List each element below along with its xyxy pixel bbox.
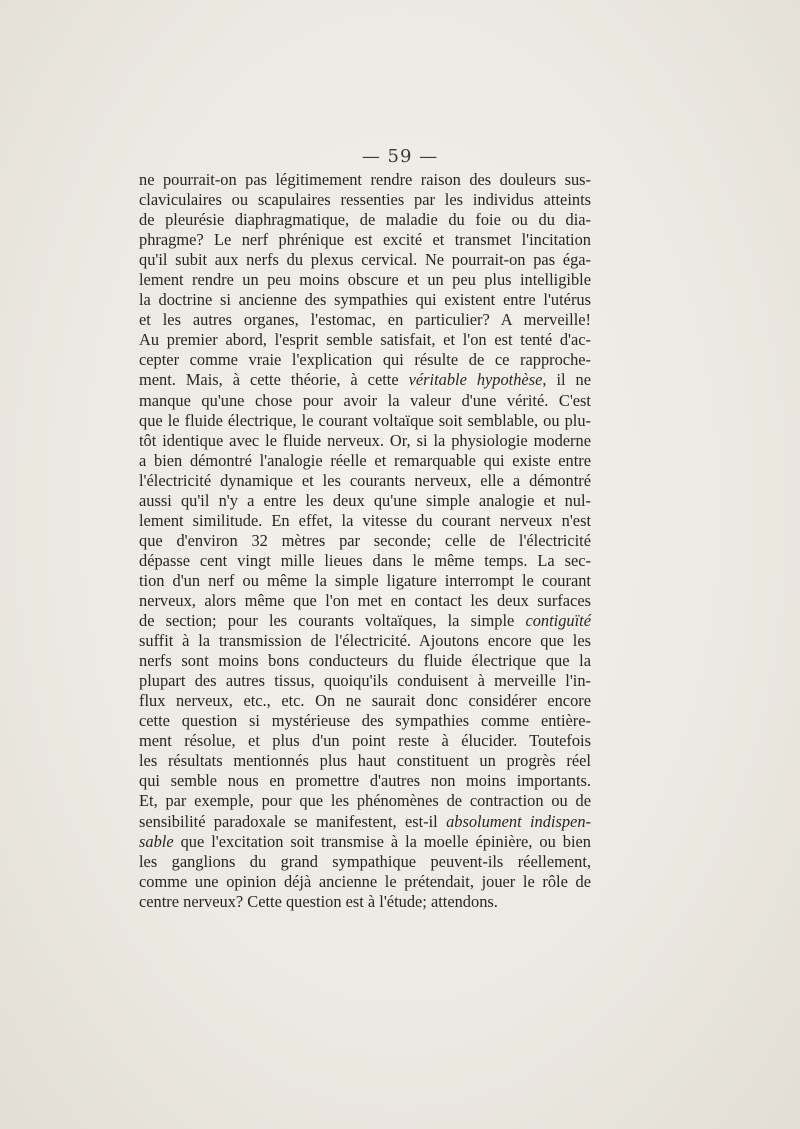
text-line	[139, 230, 591, 250]
text-line	[139, 431, 591, 451]
italic-text: sable	[139, 831, 174, 851]
text-line	[139, 771, 591, 791]
text-segment: qui semble nous en promettre d'autres non moins importants.	[139, 771, 591, 791]
text-line	[139, 571, 591, 591]
text-segment: les ganglions du grand sympathique peuvent-ils réellement,	[139, 851, 591, 871]
text-line	[139, 651, 591, 671]
text-line	[139, 330, 591, 350]
text-segment: lement rendre un peu moins obscure et un peu plus intelligible	[139, 270, 591, 290]
text-line	[139, 531, 591, 551]
text-segment: et les autres organes, l'estomac, en particulier? A merveille!	[139, 310, 591, 330]
text-line	[139, 591, 591, 611]
text-line	[139, 671, 591, 691]
text-line	[139, 250, 591, 270]
text-line	[139, 711, 591, 731]
text-segment: les résultats mentionnés plus haut constituent un progrès réel	[139, 751, 591, 771]
text-segment: claviculaires ou scapulaires ressenties par les individus atteints	[139, 190, 591, 210]
text-line	[139, 391, 591, 411]
text-line	[139, 751, 591, 771]
text-line	[139, 511, 591, 531]
text-segment: que d'environ 32 mètres par seconde; celle de l'électricité	[139, 530, 591, 550]
text-line	[139, 691, 591, 711]
text-segment: sensibilité paradoxale se manifestent, est-il	[139, 811, 447, 831]
text-segment: lement similitude. En effet, la vitesse du courant nerveux n'est	[139, 510, 591, 530]
text-line	[139, 170, 591, 190]
text-line	[139, 210, 591, 230]
text-segment: de pleurésie diaphragmatique, de maladie du foie ou du dia-	[139, 210, 591, 230]
text-segment: ment. Mais, à cette théorie, à cette	[139, 370, 409, 390]
text-segment: comme une opinion déjà ancienne le prétendait, jouer le rôle de	[139, 871, 591, 891]
text-segment: tôt identique avec le fluide nerveux. Or, si la physiologie moderne	[139, 430, 591, 450]
text-segment: qu'il subit aux nerfs du plexus cervical. Ne pourrait-on pas éga-	[139, 250, 591, 270]
text-segment: , il ne	[542, 370, 591, 390]
text-segment: manque qu'une chose pour avoir la valeur d'une vérité. C'est	[139, 390, 591, 410]
text-line	[139, 852, 591, 872]
text-segment: que le fluide électrique, le courant voltaïque soit semblable, ou plu-	[139, 410, 591, 430]
text-line	[139, 370, 591, 390]
body-paragraph	[139, 170, 591, 912]
text-segment: cette question si mystérieuse des sympathies comme entière-	[139, 711, 591, 731]
text-segment: ne pourrait-on pas légitimement rendre raison des douleurs sus-	[139, 170, 591, 189]
text-line	[139, 731, 591, 751]
text-line	[139, 872, 591, 892]
text-line	[139, 491, 591, 511]
text-segment: a bien démontré l'analogie réelle et remarquable qui existe entre	[139, 450, 591, 470]
text-segment: de section; pour les courants voltaïques, la simple	[139, 611, 526, 631]
text-line	[139, 791, 591, 811]
text-line	[139, 631, 591, 651]
italic-text: contiguïté	[525, 611, 591, 631]
text-line	[139, 411, 591, 431]
text-segment: tion d'un nerf ou même la simple ligature interrompt le courant	[139, 570, 591, 590]
text-line	[139, 892, 591, 912]
text-segment: ment résolue, et plus d'un point reste à élucider. Toutefois	[139, 731, 591, 751]
text-segment: nerveux, alors même que l'on met en contact les deux surfaces	[139, 590, 591, 610]
text-line	[139, 270, 591, 290]
text-segment: flux nerveux, etc., etc. On ne saurait donc considérer encore	[139, 691, 591, 711]
text-line	[139, 812, 591, 832]
text-segment: nerfs sont moins bons conducteurs du fluide électrique que la	[139, 651, 591, 671]
text-segment: Et, par exemple, pour que les phénomènes de contraction ou de	[139, 791, 591, 811]
text-segment: plupart des autres tissus, quoiqu'ils conduisent à merveille l'in-	[139, 671, 591, 691]
italic-text: véritable hypothèse	[408, 370, 543, 390]
text-segment: la doctrine si ancienne des sympathies qui existent entre l'utérus	[139, 290, 591, 310]
italic-text: absolument indispen-	[446, 811, 591, 831]
text-segment: phragme? Le nerf phrénique est excité et transmet l'incitation	[139, 230, 591, 250]
text-line	[139, 350, 591, 370]
text-line	[139, 290, 591, 310]
text-line	[139, 551, 591, 571]
text-line	[139, 471, 591, 491]
text-segment: cepter comme vraie l'explication qui résulte de ce rapproche-	[139, 350, 591, 370]
page-number: — 59 —	[361, 146, 439, 167]
text-line	[139, 451, 591, 471]
text-line	[139, 310, 591, 330]
text-segment: dépasse cent vingt mille lieues dans le même temps. La sec-	[139, 550, 591, 570]
text-segment: que l'excitation soit transmise à la moelle épinière, ou bien	[173, 831, 591, 851]
text-segment: l'électricité dynamique et les courants nerveux, elle a démontré	[139, 470, 591, 490]
text-line	[139, 832, 591, 852]
text-line	[139, 611, 591, 631]
text-segment: aussi qu'il n'y a entre les deux qu'une simple analogie et nul-	[139, 490, 591, 510]
text-line	[139, 190, 591, 210]
text-segment: Au premier abord, l'esprit semble satisfait, et l'on est tenté d'ac-	[139, 330, 591, 350]
text-segment: centre nerveux? Cette question est à l'étude; attendons.	[139, 891, 498, 911]
text-segment: suffit à la transmission de l'électricité. Ajoutons encore que les	[139, 631, 591, 651]
